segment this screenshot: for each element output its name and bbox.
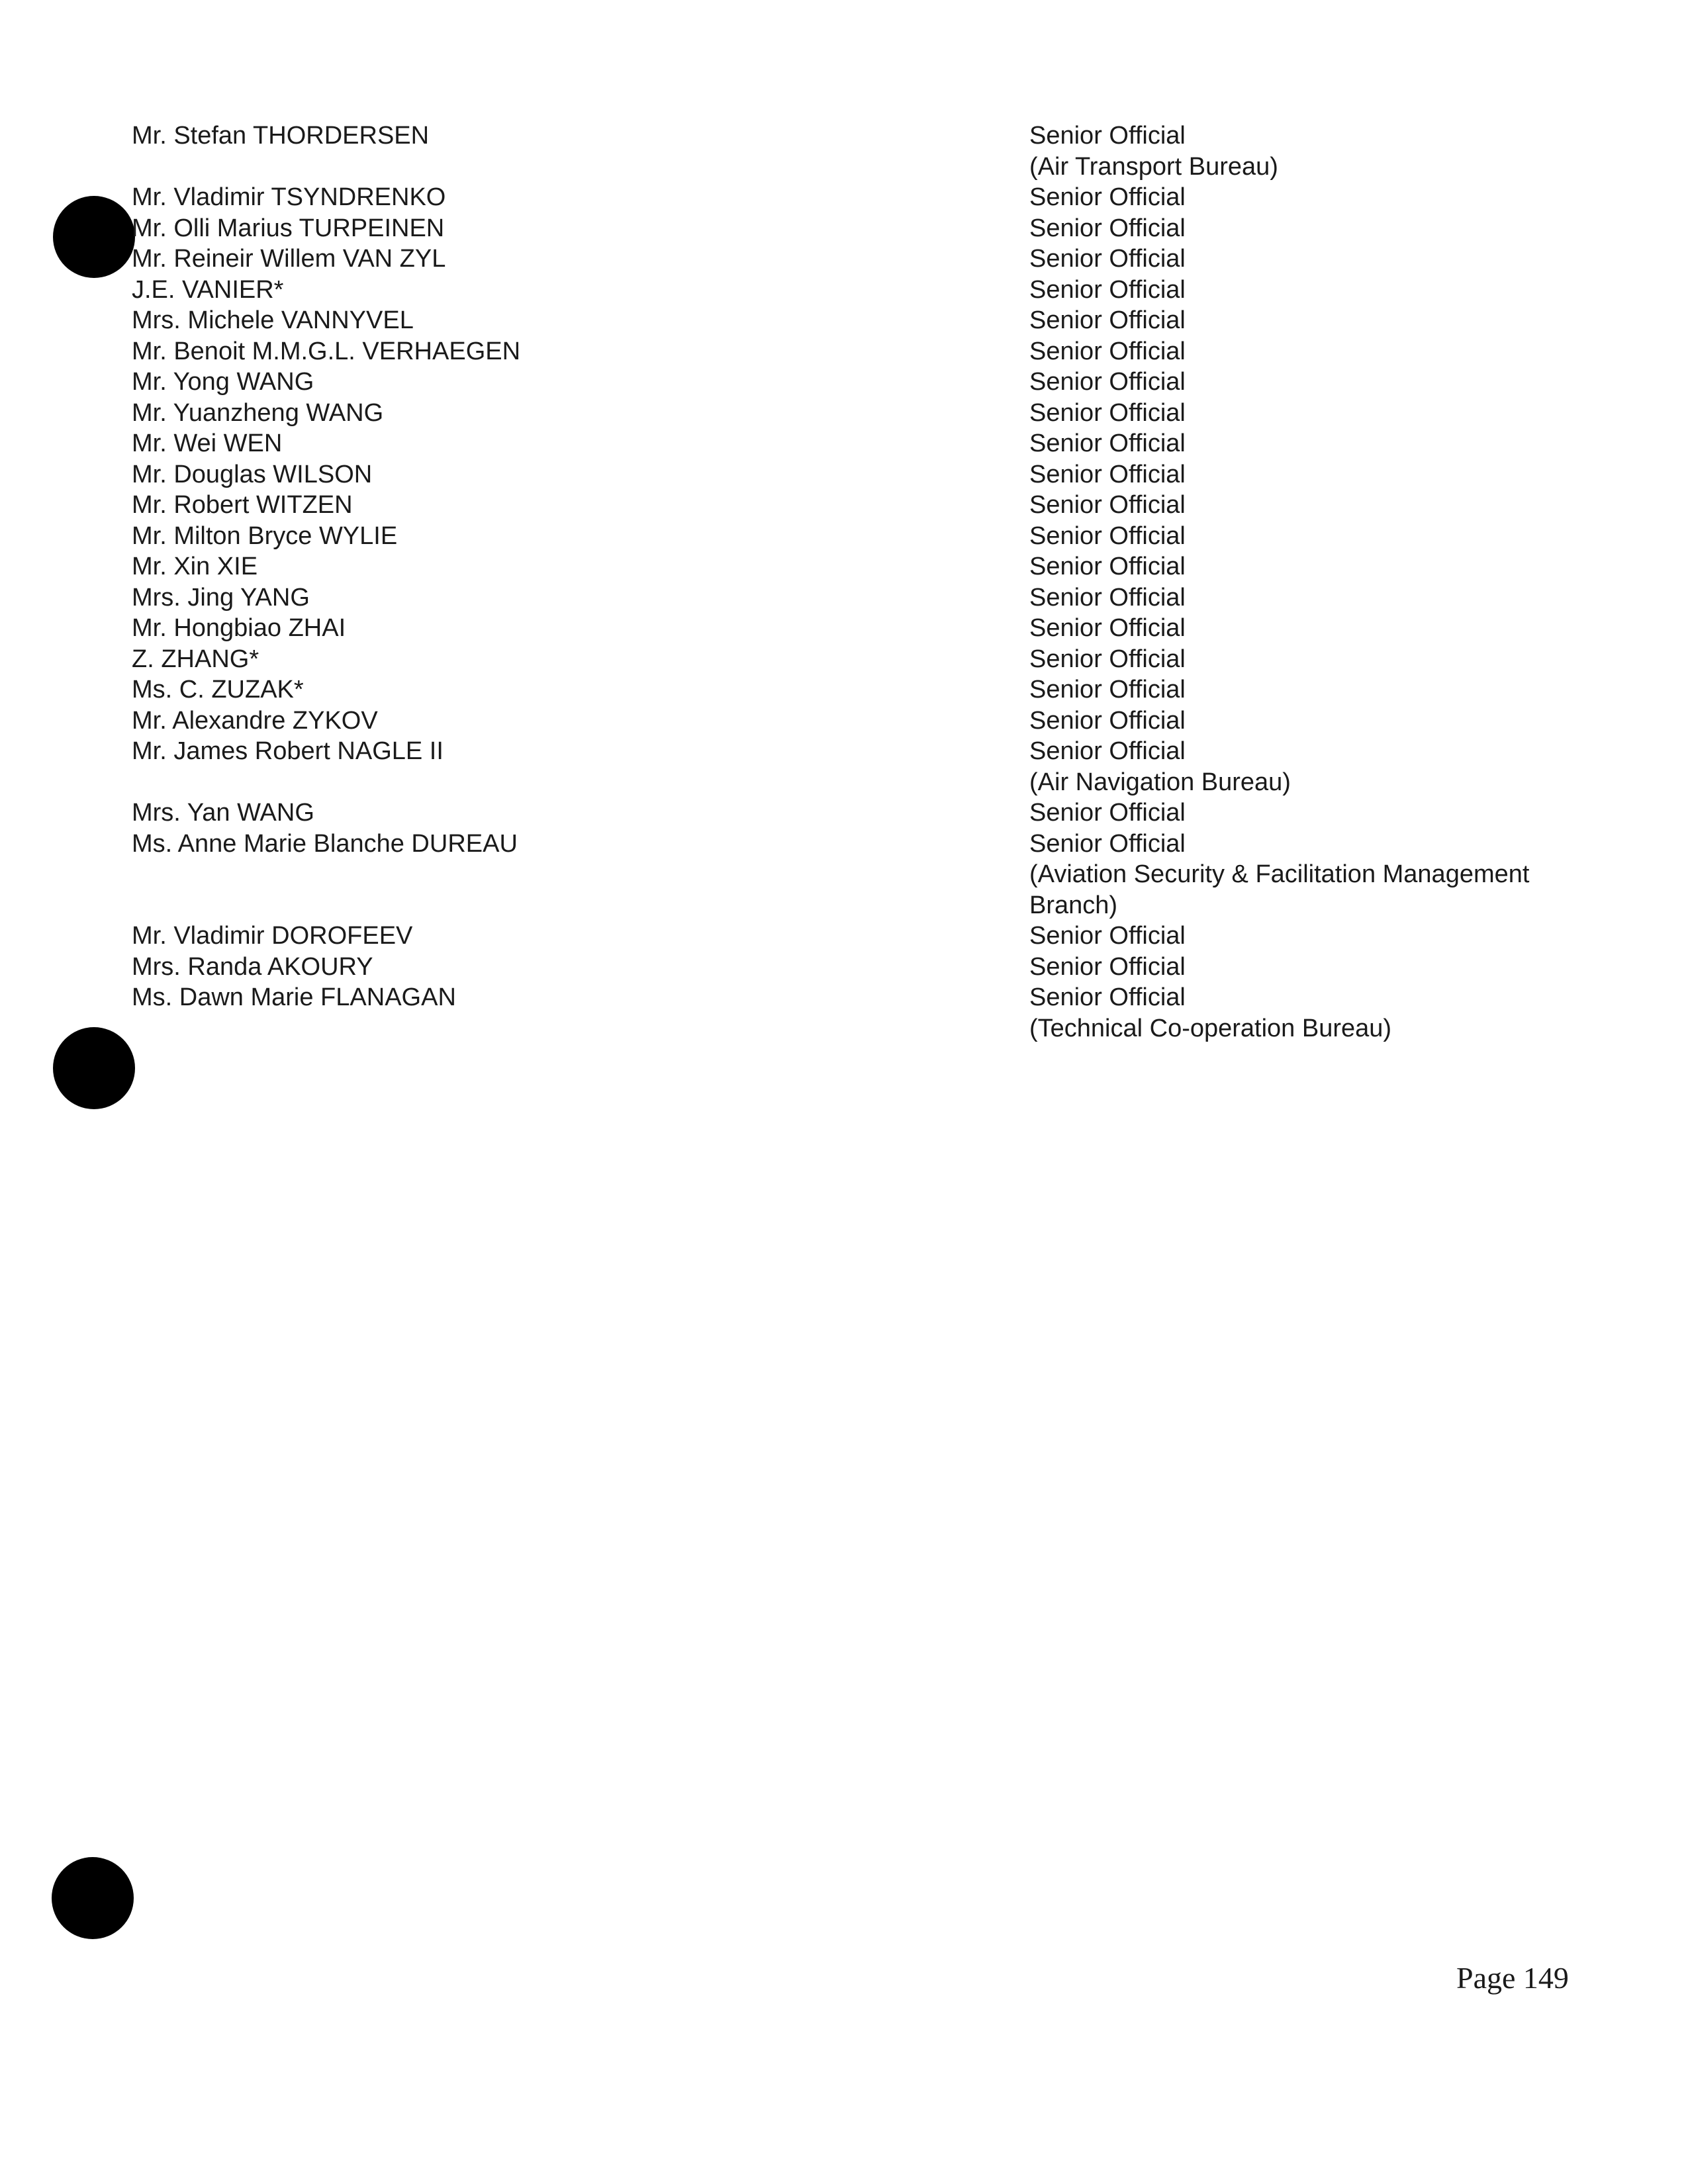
blank-line	[132, 152, 860, 183]
blank-line	[132, 767, 860, 798]
position-title: Senior Official	[1029, 183, 1186, 211]
person-name: Mr. Alexandre ZYKOV	[132, 706, 378, 735]
binder-hole-middle	[53, 1027, 135, 1109]
position-title: Senior Official	[1029, 430, 1186, 457]
person-name: Ms. Dawn Marie FLANAGAN	[132, 983, 456, 1011]
position-title: Senior Official	[1029, 922, 1186, 950]
position-title: Senior Official	[1029, 245, 1186, 273]
blank-line	[132, 890, 860, 921]
person-name: Mr. Stefan THORDERSEN	[132, 122, 430, 150]
position-title: Senior Official	[1029, 214, 1186, 242]
position-title: Senior Official	[1029, 553, 1186, 580]
binder-hole-bottom	[52, 1857, 134, 1939]
person-name: Mr. Olli Marius TURPEINEN	[132, 214, 445, 242]
position-title: Senior Official	[1029, 522, 1186, 550]
position-title: Senior Official	[1029, 398, 1186, 427]
person-name: Mr. Reineir Willem VAN ZYL	[132, 245, 446, 273]
person-name: Mr. Yong WANG	[132, 368, 314, 396]
person-name: Mrs. Michele VANNYVEL	[132, 306, 414, 334]
blank-line	[132, 859, 860, 890]
position-title: Senior Official	[1029, 706, 1186, 735]
person-name: Mrs. Randa AKOURY	[132, 952, 373, 981]
position-title: Senior Official	[1029, 460, 1186, 488]
person-name: Mr. Douglas WILSON	[132, 460, 373, 488]
position-title: Senior Official	[1029, 645, 1186, 673]
person-name: Ms. C. ZUZAK*	[132, 676, 304, 704]
position-title: (Aviation Security & Facilitation Management	[1029, 860, 1530, 888]
page-number: Page 149	[1456, 1961, 1569, 1995]
person-name: Mr. James Robert NAGLE II	[132, 737, 444, 765]
position-title: Senior Official	[1029, 983, 1186, 1011]
position-title: Senior Official	[1029, 614, 1186, 642]
position-title: Senior Official	[1029, 337, 1186, 365]
binder-hole-top	[53, 196, 135, 278]
person-name: Mr. Yuanzheng WANG	[132, 398, 384, 427]
position-title: Senior Official	[1029, 122, 1186, 150]
position-title: (Air Navigation Bureau)	[1029, 768, 1291, 796]
position-title: Senior Official	[1029, 368, 1186, 396]
person-name: Mrs. Yan WANG	[132, 799, 314, 827]
person-name: Mr. Vladimir DOROFEEV	[132, 922, 413, 950]
position-title: (Air Transport Bureau)	[1029, 152, 1278, 181]
person-name: Mr. Benoit M.M.G.L. VERHAEGEN	[132, 337, 521, 365]
position-title: Senior Official	[1029, 275, 1186, 304]
position-title: Branch)	[1029, 891, 1118, 919]
position-title: Senior Official	[1029, 829, 1186, 858]
person-name: Mr. Vladimir TSYNDRENKO	[132, 183, 446, 211]
position-title: Senior Official	[1029, 583, 1186, 612]
position-title: Senior Official	[1029, 737, 1186, 765]
person-name: J.E. VANIER*	[132, 275, 284, 304]
titles-column	[1029, 120, 1592, 1044]
person-name: Mrs. Jing YANG	[132, 583, 310, 612]
person-name: Mr. Robert WITZEN	[132, 491, 353, 519]
person-name: Z. ZHANG*	[132, 645, 259, 673]
person-name: Ms. Anne Marie Blanche DUREAU	[132, 829, 518, 858]
names-column	[132, 120, 860, 1013]
position-title: Senior Official	[1029, 799, 1186, 827]
position-title: Senior Official	[1029, 491, 1186, 519]
position-title: Senior Official	[1029, 306, 1186, 334]
position-title: (Technical Co-operation Bureau)	[1029, 1014, 1392, 1042]
person-name: Mr. Wei WEN	[132, 430, 283, 457]
position-title: Senior Official	[1029, 952, 1186, 981]
person-name: Mr. Hongbiao ZHAI	[132, 614, 346, 642]
person-name: Mr. Xin XIE	[132, 553, 258, 580]
position-title: Senior Official	[1029, 676, 1186, 704]
person-name: Mr. Milton Bryce WYLIE	[132, 522, 398, 550]
